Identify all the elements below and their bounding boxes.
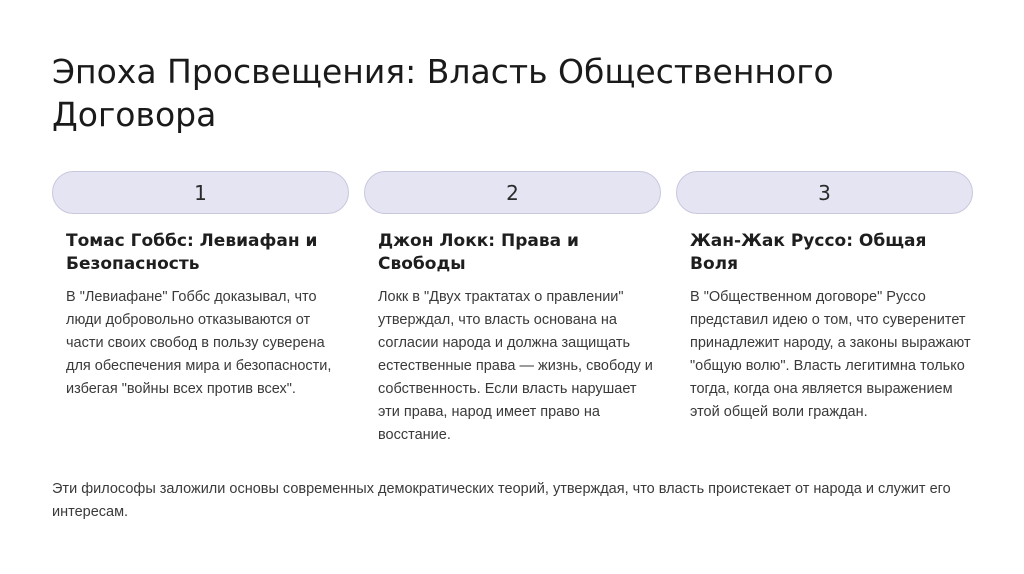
column-text: В "Левиафане" Гоббс доказывал, что люди добровольно отказываются от части своих свобод в пользу суверена для обеспечения мира и безопасности, избегая "войны всех против всех".: [66, 289, 332, 397]
column-text: Локк в "Двух трактатах о правлении" утверждал, что власть основана на согласии народа и должна защищать естественные права — жизнь, свободу и собственность. Если власть нарушает эти права, народ имеет право на восстание.: [378, 289, 653, 443]
step-badge-2: 2: [364, 171, 661, 214]
column-heading: Томас Гоббс: Левиафан и Безопасность: [66, 231, 318, 274]
summary-text: Эти философы заложили основы современных демократических теорий, утверждая, что власть проистекает от народа и служит его интересам.: [52, 481, 951, 520]
page-title: Эпоха Просвещения: Власть Общественного Договора: [52, 52, 834, 134]
column-text: В "Общественном договоре" Руссо представил идею о том, что суверенитет принадлежит народу, а законы выражают "общую волю". Власть легитимна только тогда, когда она является выражением этой общей воли граждан.: [690, 289, 971, 420]
column-heading: Джон Локк: Права и Свободы: [378, 231, 579, 274]
column-locke: [378, 230, 653, 447]
column-rousseau: [690, 230, 975, 424]
column-heading: Жан-Жак Руссо: Общая Воля: [690, 231, 927, 274]
step-badge-1: 1: [52, 171, 349, 214]
step-badge-3: 3: [676, 171, 973, 214]
column-hobbes: [66, 230, 341, 401]
